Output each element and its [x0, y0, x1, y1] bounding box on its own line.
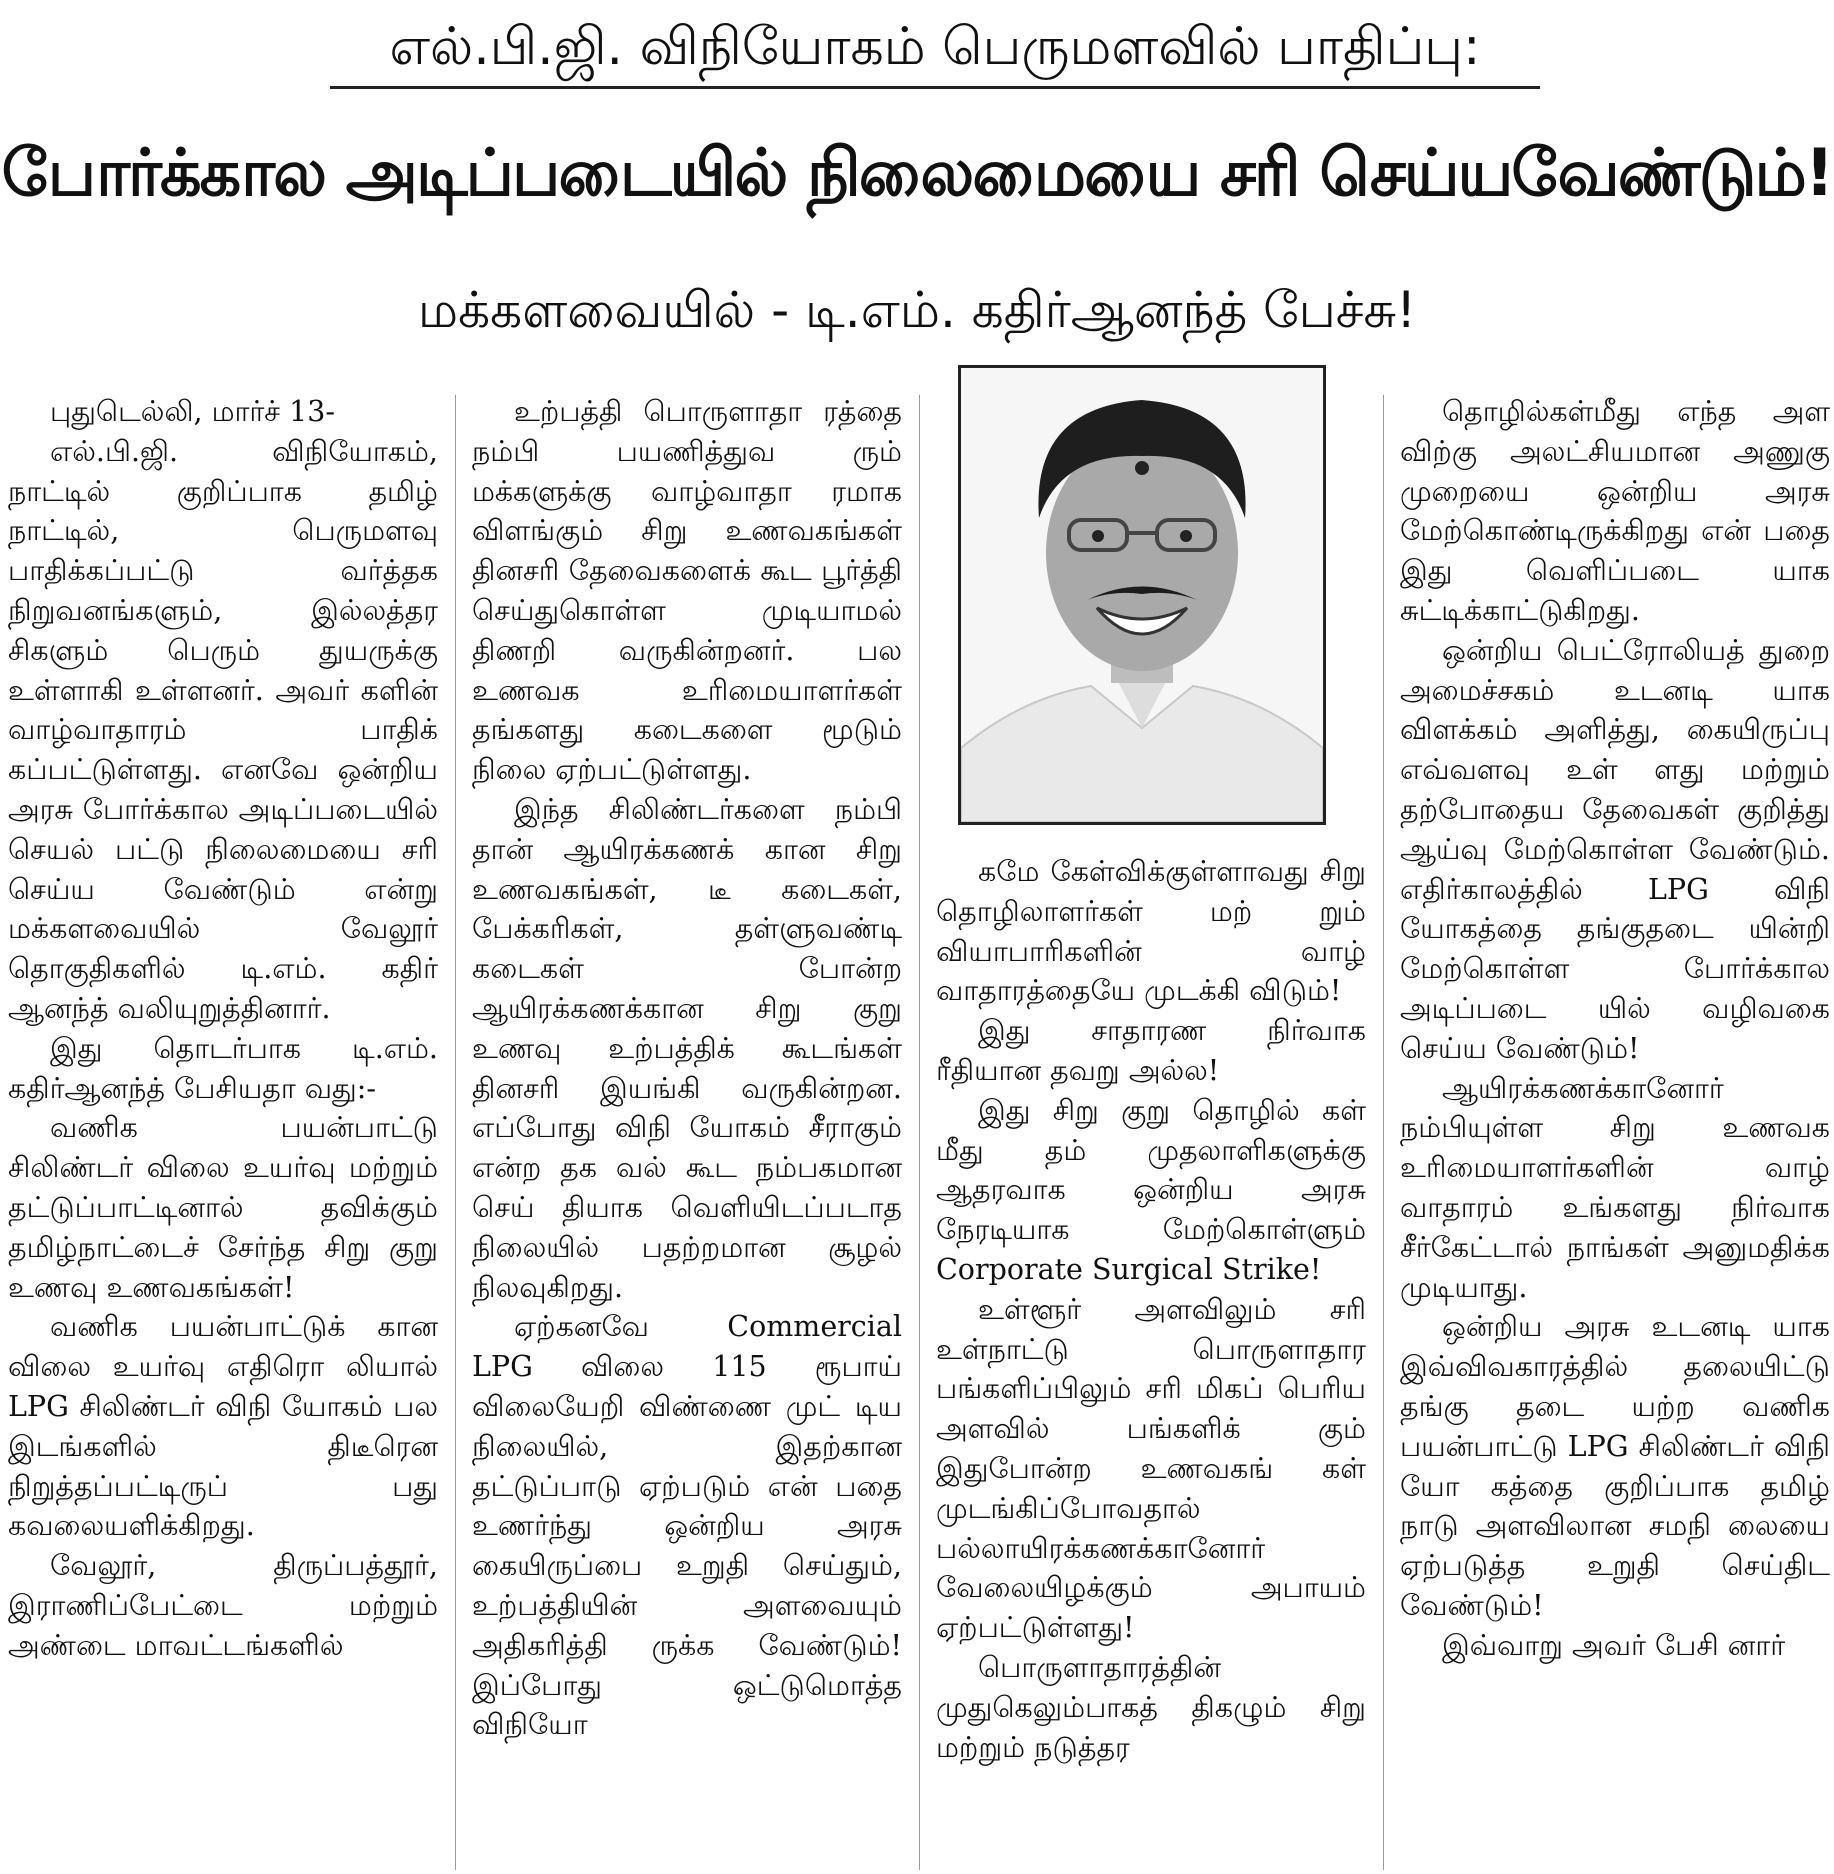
paragraph: உற்பத்தி பொருளாதா ரத்தை நம்பி பயணித்துவ ரும் மக்களுக்கு வாழ்வாதா ரமாக விளங்கும் சிறு உணவகங்கள் தினசரி தேவைகளைக் கூட பூர்த்தி செய்துகொள்ள முடியாமல் திணறி வருகின்றனர். பல உணவக உரிமையாளர்கள் தங்களது கடைகளை மூடும் நிலை ஏற்பட்டுள்ளது. [472, 395, 902, 787]
paragraph: ஒன்றிய அரசு உடனடி யாக இவ்விவகாரத்தில் தலையிட்டு தங்கு தடை யற்ற வணிக பயன்பாட்டு LPG சிலிண்டர் விநி யோ கத்தை குறிப்பாக தமிழ் நாடு அளவிலான சமநி லையை ஏற்படுத்த உறுதி செய்திட வேண்டும்! [1400, 1310, 1830, 1622]
paragraph: வேலூர், திருப்பத்தூர், இராணிப்பேட்டை மற்றும் அண்டை மாவட்டங்களில் [8, 1549, 438, 1662]
paragraph: இது தொடர்பாக டி.எம். கதிர்ஆனந்த் பேசியதா வது:- [8, 1031, 438, 1105]
paragraph: வணிக பயன்பாட்டுக் கான விலை உயர்வு எதிரொ லியால் LPG சிலிண்டர் விநி யோகம் பல இடங்களில் திடீரென நிறுத்தப்பட்டிருப் பது கவலையளிக்கிறது. [8, 1310, 438, 1543]
paragraph: தொழில்கள்மீது எந்த அள விற்கு அலட்சியமான அணுகு முறையை ஒன்றிய அரசு மேற்கொண்டிருக்கிறது என் பதை இது வெளிப்படை யாக சுட்டிக்காட்டுகிறது. [1400, 395, 1830, 627]
portrait-photo [958, 365, 1326, 825]
column-divider [455, 395, 456, 1870]
paragraph: இந்த சிலிண்டர்களை நம்பி தான் ஆயிரக்கணக் கான சிறு உணவகங்கள், டீ கடைகள், பேக்கரிகள், தள்ளுவண்டி கடைகள் போன்ற ஆயிரக்கணக்கான சிறு குறு உணவு உற்பத்திக் கூடங்கள் தினசரி இயங்கி வருகின்றன. எப்போது விநி யோகம் சீராகும் என்ற தக வல் கூட நம்பகமான செய் தியாக வெளியிடப்படாத நிலையில் பதற்றமான சூழல் நிலவுகிறது. [472, 792, 902, 1304]
column-divider [1383, 395, 1384, 1870]
paragraph: ஆயிரக்கணக்கானோர் நம்பியுள்ள சிறு உணவக உரிமையாளர்களின் வாழ் வாதாரம் உங்களது நிர்வாக சீர்கேட்டால் நாங்கள் அனுமதிக்க முடியாது. [1400, 1071, 1830, 1304]
article-kicker: எல்.பி.ஜி. விநியோகம் பெருமளவில் பாதிப்பு: [330, 8, 1540, 89]
paragraph: இது சிறு குறு தொழில் கள் மீது தம் முதலாளிகளுக்கு ஆதரவாக ஒன்றிய அரசு நேரடியாக மேற்கொள்ளும் Corporate Surgical Strike! [936, 1093, 1366, 1286]
paragraph: புதுடெல்லி, மார்ச் 13- [50, 395, 336, 428]
paragraph: ஒன்றிய பெட்ரோலியத் துறை அமைச்சகம் உடனடி யாக விளக்கம் அளித்து, கையிருப்பு எவ்வளவு உள் ளது மற்றும் தற்போதைய தேவைகள் குறித்து ஆய்வு மேற்கொள்ள வேண்டும். எதிர்காலத்தில் LPG விநி யோகத்தை தங்குதடை யின்றி மேற்கொள்ள போர்க்கால அடிப்படை யில் வழிவகை செய்ய வேண்டும்! [1400, 633, 1830, 1065]
article-column-4 [1400, 392, 1830, 1872]
paragraph: இது சாதாரண நிர்வாக ரீதியான தவறு அல்ல! [936, 1014, 1366, 1087]
article-subhead: மக்களவையில் - டி.எம். கதிர்ஆனந்த் பேச்சு! [417, 281, 1417, 339]
article-column-2 [472, 392, 902, 1872]
column-divider [919, 395, 920, 1870]
article-headline: போர்க்கால அடிப்படையில் நிலைமையை சரி செய்யவேண்டும்! [1, 136, 1833, 211]
paragraph: உள்ளூர் அளவிலும் சரி உள்நாட்டு பொருளாதார பங்களிப்பிலும் சரி மிகப் பெரிய அளவில் பங்களிக் கும் இதுபோன்ற உணவகங் கள் முடங்கிப்போவதால் பல்லாயிரக்கணக்கானோர் வேலையிழக்கும் அபாயம் ஏற்பட்டுள்ளது! [936, 1292, 1366, 1645]
paragraph: வணிக பயன்பாட்டு சிலிண்டர் விலை உயர்வு மற்றும் தட்டுப்பாட்டினால் தவிக்கும் தமிழ்நாட்டைச் சேர்ந்த சிறு குறு உணவு உணவகங்கள்! [8, 1111, 438, 1304]
paragraph: இவ்வாறு அவர் பேசி னார் [1442, 1628, 1786, 1662]
portrait-icon [961, 368, 1323, 822]
article-column-3 [936, 852, 1366, 1872]
paragraph: எல்.பி.ஜி. விநியோகம், நாட்டில் குறிப்பாக தமிழ் நாட்டில், பெருமளவு பாதிக்கப்பட்டு வர்த்தக நிறுவனங்களும், இல்லத்தர சிகளும் பெரும் துயருக்கு உள்ளாகி உள்ளனர். அவர் களின் வாழ்வாதாரம் பாதிக் கப்பட்டுள்ளது. எனவே ஒன்றிய அரசு போர்க்கால அடிப்படையில் செயல் பட்டு நிலைமையை சரி செய்ய வேண்டும் என்று மக்களவையில் வேலூர் தொகுதிகளில் டி.எம். கதிர் ஆனந்த் வலியுறுத்தினார். [8, 434, 438, 1025]
paragraph: பொருளாதாரத்தின் முதுகெலும்பாகத் திகழும் சிறு மற்றும் நடுத்தர [936, 1650, 1366, 1764]
paragraph: கமே கேள்விக்குள்ளாவது சிறு தொழிலாளர்கள் மற் றும் வியாபாரிகளின் வாழ் வாதாரத்தையே முடக்கி விடும்! [936, 855, 1366, 1008]
article-column-1 [8, 392, 438, 1872]
paragraph: ஏற்கனவே Commercial LPG விலை 115 ரூபாய் விலையேறி விண்ணை முட் டிய நிலையில், இதற்கான தட்டுப்பாடு ஏற்படும் என் பதை உணர்ந்து ஒன்றிய அரசு கையிருப்பை உறுதி செய்தும், உற்பத்தியின் அளவையும் அதிகரித்தி ருக்க வேண்டும்! இப்போது ஒட்டுமொத்த விநியோ [472, 1310, 902, 1742]
